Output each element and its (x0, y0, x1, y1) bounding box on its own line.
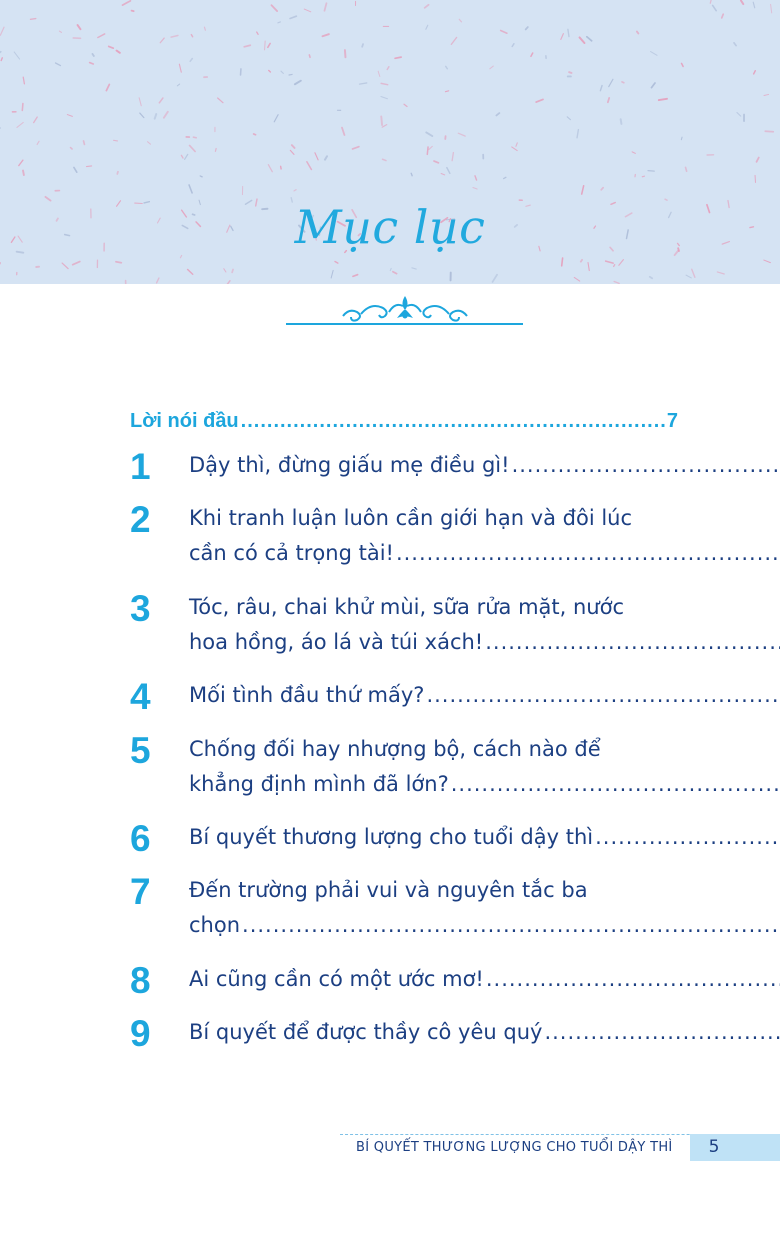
paper-speck (490, 66, 493, 69)
chapter-title: Bí quyết để được thầy cô yêu quý (189, 1020, 543, 1044)
paper-speck (274, 115, 278, 122)
paper-speck (512, 44, 514, 47)
paper-speck (78, 25, 81, 29)
paper-speck (189, 185, 192, 193)
paper-speck (771, 4, 772, 12)
paper-speck (451, 37, 456, 44)
paper-speck (281, 71, 283, 73)
paper-speck (682, 63, 684, 66)
paper-speck (290, 150, 294, 154)
paper-speck (106, 84, 109, 90)
table-of-contents (130, 410, 678, 1068)
paper-speck (686, 167, 687, 171)
paper-speck (204, 27, 205, 30)
paper-speck (426, 25, 428, 29)
chapter-title: Bí quyết thương lượng cho tuổi dậy thì (189, 825, 594, 849)
paper-speck (381, 97, 387, 99)
paper-speck (254, 134, 256, 135)
paper-speck (335, 261, 338, 263)
paper-speck (614, 265, 615, 267)
preface-label: Lời nói đầu (130, 410, 239, 432)
paper-speck (155, 114, 157, 119)
paper-speck (381, 83, 388, 84)
paper-speck (600, 86, 602, 91)
paper-speck (753, 2, 754, 8)
paper-speck (650, 277, 652, 279)
paper-speck (473, 188, 477, 190)
dot-leader (241, 410, 665, 433)
paper-speck (244, 45, 250, 47)
paper-speck (268, 43, 270, 47)
chapter-number: 7 (130, 871, 151, 912)
paper-speck (614, 282, 619, 284)
paper-speck (475, 176, 476, 180)
paper-speck (325, 156, 327, 159)
paper-speck (757, 158, 759, 162)
paper-speck (568, 29, 569, 36)
paper-speck (764, 94, 769, 95)
paper-speck (569, 72, 571, 73)
paper-speck (34, 117, 38, 123)
page-number: 5 (708, 1137, 720, 1157)
paper-speck (526, 27, 528, 29)
ornament-divider-icon (285, 292, 525, 328)
chapter-number: 2 (130, 499, 151, 540)
paper-speck (447, 168, 450, 174)
paper-speck (561, 34, 564, 40)
paper-speck (71, 148, 72, 149)
paper-speck (73, 262, 80, 265)
paper-speck (84, 141, 85, 144)
paper-speck (19, 160, 23, 165)
chapter-number: 6 (130, 818, 151, 859)
paper-speck (109, 46, 114, 48)
toc-entry-preface[interactable] (130, 410, 678, 448)
paper-speck (309, 55, 310, 57)
paper-speck (268, 165, 272, 172)
paper-speck (764, 260, 771, 263)
chapter-number: 9 (130, 1013, 151, 1054)
paper-speck (588, 263, 589, 271)
paper-speck (722, 14, 723, 18)
paper-speck (159, 98, 163, 103)
paper-speck (531, 53, 533, 56)
paper-speck (257, 32, 258, 34)
paper-speck (378, 71, 380, 76)
paper-speck (37, 141, 39, 144)
paper-speck (160, 38, 164, 43)
chapter-title: Đến trường phải vui và nguyên tắc ba (189, 878, 588, 902)
chapter-title-cont: khẳng định mình đã lớn? (189, 772, 449, 796)
paper-speck (185, 154, 188, 159)
toc-entry[interactable] (130, 501, 678, 590)
paper-speck (123, 1, 131, 5)
paper-speck (686, 275, 691, 278)
toc-entry[interactable] (130, 873, 678, 962)
paper-speck (581, 260, 582, 262)
paper-speck (0, 52, 1, 56)
paper-speck (710, 0, 711, 3)
chapter-title: Mối tình đầu thứ mấy? (189, 683, 425, 707)
paper-speck (692, 269, 695, 277)
paper-speck (622, 82, 624, 83)
paper-speck (642, 176, 644, 177)
paper-speck (504, 177, 506, 178)
paper-speck (59, 31, 61, 32)
paper-speck (272, 5, 278, 11)
paper-speck (191, 35, 192, 37)
paper-speck (67, 115, 72, 117)
paper-speck (292, 145, 295, 148)
paper-speck (393, 272, 397, 274)
paper-speck (190, 145, 196, 151)
paper-speck (265, 41, 266, 50)
paper-speck (177, 84, 179, 86)
paper-speck (621, 119, 622, 124)
paper-speck (218, 98, 223, 103)
preface-page: 7 (666, 410, 678, 432)
paper-speck (132, 11, 134, 12)
paper-speck (619, 260, 624, 266)
paper-speck (412, 268, 416, 269)
paper-speck (92, 54, 93, 56)
paper-speck (56, 63, 61, 66)
paper-speck (74, 167, 77, 172)
running-footer-title: BÍ QUYẾT THƯƠNG LƯỢNG CHO TUỔI DẬY THÌ (356, 1140, 673, 1155)
paper-speck (574, 277, 579, 281)
paper-speck (90, 63, 94, 64)
paper-speck (345, 50, 346, 57)
dot-leader (242, 908, 780, 943)
paper-speck (681, 137, 682, 140)
page-title: Mục lục (294, 200, 486, 254)
paper-speck (601, 188, 603, 190)
paper-speck (754, 71, 756, 74)
paper-speck (193, 137, 196, 138)
paper-speck (580, 37, 585, 43)
paper-speck (587, 37, 592, 41)
paper-speck (14, 52, 19, 59)
paper-speck (652, 83, 655, 88)
paper-speck (567, 117, 570, 120)
paper-speck (215, 148, 216, 151)
chapter-title: Ai cũng cần có một ước mơ! (189, 967, 484, 991)
paper-speck (224, 269, 226, 272)
paper-speck (651, 52, 657, 56)
paper-speck (114, 140, 118, 141)
paper-speck (381, 116, 382, 125)
chapter-title: Dậy thì, đừng giấu mẹ điều gì! (189, 453, 510, 477)
paper-speck (582, 186, 584, 194)
paper-speck (140, 113, 144, 118)
paper-speck (353, 275, 358, 277)
paper-speck (342, 128, 344, 135)
paper-speck (23, 171, 24, 176)
paper-speck (116, 262, 121, 263)
paper-speck (608, 98, 609, 102)
chapter-title-cont: cần có cả trọng tài! (189, 541, 394, 565)
paper-speck (360, 83, 367, 84)
chapter-title: Chống đối hay nhượng bộ, cách nào để (189, 737, 601, 761)
dot-leader (451, 767, 780, 802)
dot-leader (595, 820, 780, 855)
paper-speck (452, 153, 453, 161)
paper-speck (295, 81, 301, 85)
toc-entry[interactable] (130, 678, 678, 732)
paper-speck (632, 152, 635, 154)
paper-speck (148, 142, 151, 144)
paper-speck (323, 34, 329, 36)
paper-speck (190, 59, 192, 62)
paper-speck (171, 35, 178, 37)
paper-speck (493, 275, 497, 282)
paper-speck (179, 64, 181, 72)
paper-speck (269, 70, 271, 72)
paper-speck (425, 5, 429, 8)
paper-speck (157, 278, 159, 283)
paper-speck (139, 98, 141, 106)
paper-speck (62, 263, 68, 269)
paper-speck (383, 159, 386, 160)
paper-speck (411, 173, 412, 175)
dot-leader (486, 962, 780, 997)
chapter-number: 1 (130, 446, 151, 487)
paper-speck (446, 66, 448, 68)
paper-speck (512, 147, 517, 151)
paper-speck (395, 57, 401, 58)
paper-speck (637, 32, 638, 34)
paper-speck (278, 22, 280, 23)
paper-speck (290, 16, 296, 18)
paper-speck (324, 3, 326, 10)
chapter-number: 3 (130, 588, 151, 629)
paper-speck (180, 255, 181, 257)
toc-entry[interactable] (130, 962, 678, 1015)
dot-leader (512, 448, 780, 483)
paper-speck (562, 258, 563, 266)
paper-speck (434, 161, 438, 163)
paper-speck (1, 58, 2, 61)
paper-speck (404, 104, 407, 106)
paper-speck (98, 34, 105, 38)
paper-speck (609, 79, 613, 86)
paper-speck (22, 103, 23, 110)
dot-leader (396, 536, 780, 571)
paper-speck (117, 172, 118, 174)
toc-entry[interactable] (130, 590, 678, 678)
paper-speck (648, 171, 654, 172)
paper-speck (536, 99, 543, 102)
chapter-title: Khi tranh luận luôn cần giới hạn và đôi lúc (189, 506, 633, 530)
paper-speck (315, 153, 318, 160)
paper-speck (426, 132, 432, 136)
toc-entry[interactable] (130, 1015, 678, 1068)
paper-speck (232, 269, 233, 272)
paper-speck (741, 1, 743, 5)
paper-speck (181, 155, 183, 158)
chapter-title: Tóc, râu, chai khử mùi, sữa rửa mặt, nước (189, 595, 625, 619)
paper-speck (307, 162, 312, 170)
chapter-title-cont: hoa hồng, áo lá và túi xách! (189, 630, 484, 654)
paper-speck (362, 44, 363, 47)
paper-speck (516, 143, 517, 146)
chapter-number: 8 (130, 960, 151, 1001)
paper-speck (164, 112, 168, 118)
paper-speck (734, 43, 736, 46)
dot-leader (426, 678, 780, 713)
paper-speck (117, 51, 120, 53)
paper-speck (606, 261, 613, 263)
chapter-number: 4 (130, 676, 151, 717)
paper-speck (86, 166, 91, 167)
chapter-title-cont: chọn (189, 913, 241, 937)
dot-leader (485, 625, 780, 660)
paper-speck (17, 122, 23, 127)
paper-speck (30, 19, 35, 20)
paper-speck (459, 19, 461, 21)
paper-speck (427, 147, 428, 154)
paper-speck (226, 281, 230, 284)
paper-speck (304, 9, 311, 12)
paper-speck (501, 30, 507, 33)
paper-speck (390, 268, 391, 270)
paper-speck (713, 5, 717, 10)
paper-speck (445, 91, 448, 92)
paper-speck (23, 77, 24, 84)
toc-entry[interactable] (130, 448, 678, 501)
paper-speck (737, 113, 741, 117)
toc-entry[interactable] (130, 820, 678, 873)
paper-speck (353, 147, 359, 149)
paper-speck (0, 27, 4, 35)
paper-speck (717, 272, 724, 274)
paper-speck (387, 67, 389, 70)
paper-speck (331, 270, 333, 278)
paper-speck (188, 269, 193, 274)
paper-speck (458, 133, 465, 136)
paper-speck (659, 99, 667, 100)
paper-speck (577, 130, 578, 138)
toc-entry[interactable] (130, 732, 678, 820)
paper-speck (200, 176, 202, 177)
dot-leader (544, 1015, 780, 1050)
paper-speck (441, 174, 445, 175)
chapter-number: 5 (130, 730, 151, 771)
paper-speck (289, 74, 292, 75)
paper-speck (429, 146, 432, 149)
paper-speck (294, 190, 296, 191)
paper-speck (496, 113, 499, 115)
